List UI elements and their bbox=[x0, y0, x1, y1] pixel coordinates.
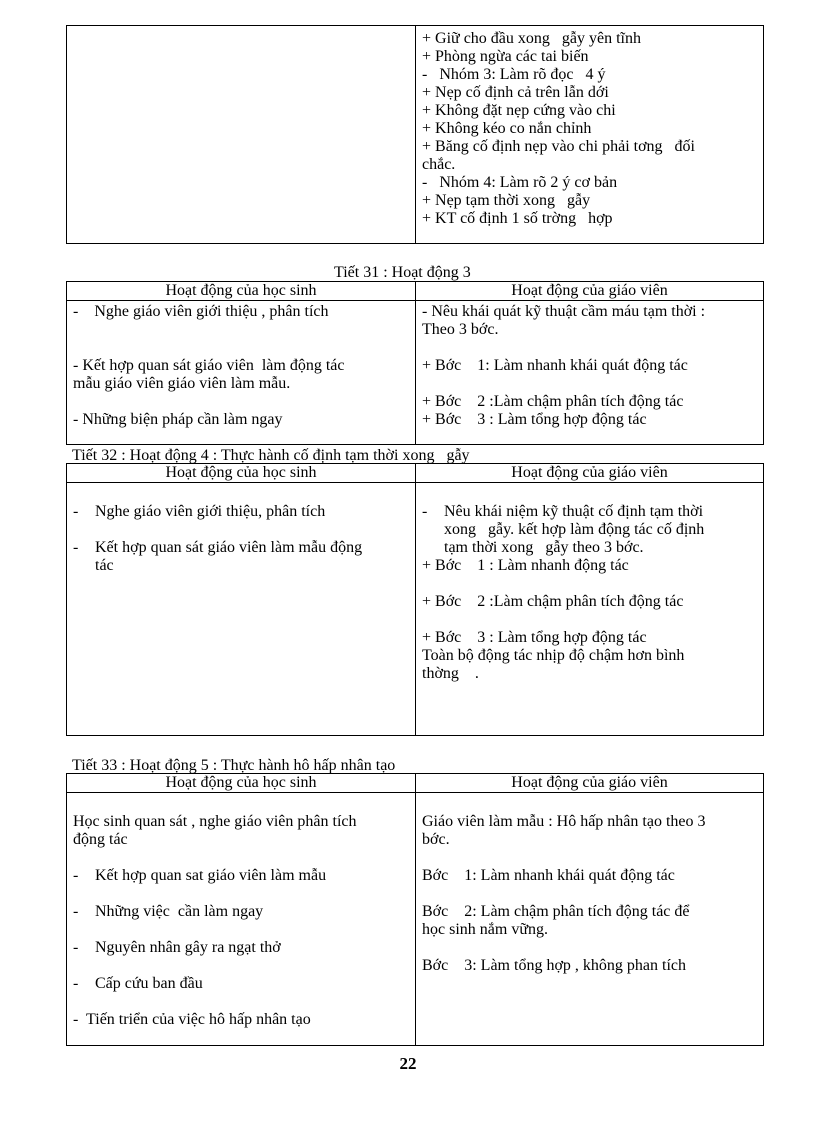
continued-table-line: + Không kéo co nắn chỉnh bbox=[422, 120, 592, 137]
student-line: - Cấp cứu ban đầu bbox=[73, 975, 203, 992]
continued-table-line: + Giữ cho đầu xong gẫy yên tĩnh bbox=[422, 30, 641, 47]
student-line-text: Những việc cần làm ngay bbox=[95, 903, 264, 920]
section-title-tiet-31: Tiết 31 : Hoạt động 3 bbox=[334, 264, 471, 281]
teacher-line: + Bớc 1 : Làm nhanh động tác bbox=[422, 557, 629, 574]
teacher-line: + Bớc 3 : Làm tổng hợp động tác bbox=[422, 411, 647, 428]
teacher-line: - Nêu khái niệm kỹ thuật cố định tạm thời bbox=[422, 503, 704, 520]
continued-table-line: + Băng cố định nẹp vào chi phải tơng đối bbox=[422, 138, 695, 155]
student-line-text: Nguyên nhân gây ra ngạt thở bbox=[95, 939, 281, 956]
student-activity-cell bbox=[67, 483, 416, 736]
continued-table-line: + Nẹp tạm thời xong gẫy bbox=[422, 192, 591, 209]
student-activity-cell bbox=[67, 793, 416, 1046]
teacher-line: + Bớc 2 :Làm chậm phân tích động tác bbox=[422, 393, 684, 410]
header-student-activity: Hoạt động của học sinh bbox=[67, 774, 416, 792]
student-line: - Tiến triển của việc hô hấp nhân tạo bbox=[73, 1011, 311, 1028]
teacher-line: xong gẫy. kết hợp làm động tác cố định bbox=[444, 521, 705, 538]
teacher-line: Giáo viên làm mẫu : Hô hấp nhân tạo theo 3 bbox=[422, 813, 706, 830]
page-number: 22 bbox=[399, 1054, 417, 1073]
table-header-row bbox=[67, 282, 763, 301]
teacher-activity-cell bbox=[416, 483, 763, 736]
table-tiet-33 bbox=[66, 773, 764, 1046]
continued-table-left-cell bbox=[67, 26, 416, 243]
continued-table bbox=[66, 25, 764, 244]
student-line: - Nghe giáo viên giới thiệu, phân tích bbox=[73, 503, 326, 520]
header-teacher-activity: Hoạt động của giáo viên bbox=[511, 464, 668, 481]
student-line: mẫu giáo viên giáo viên làm mẫu. bbox=[73, 375, 291, 392]
student-line: - Kết hợp quan sát giáo viên làm mẫu động bbox=[73, 539, 363, 556]
continued-table-line: - Nhóm 4: Làm rõ 2 ý cơ bản bbox=[422, 174, 618, 191]
continued-table-line: chắc. bbox=[422, 156, 456, 173]
student-line: - Kết hợp quan sat giáo viên làm mẫu bbox=[73, 867, 327, 884]
continued-table-line: + Nẹp cố định cả trên lẫn dới bbox=[422, 84, 609, 101]
header-student-activity: Hoạt động của học sinh bbox=[67, 282, 416, 300]
continued-table-line: + Phòng ngừa các tai biến bbox=[422, 48, 589, 65]
student-activity-cell bbox=[67, 301, 416, 445]
teacher-activity-cell bbox=[416, 793, 763, 1046]
teacher-activity-cell bbox=[416, 301, 763, 445]
teacher-line: Bớc 1: Làm nhanh khái quát động tác bbox=[422, 867, 675, 884]
continued-table-line: - Nhóm 3: Làm rõ đọc 4 ý bbox=[422, 66, 606, 83]
section-title-tiet-32: Tiết 32 : Hoạt động 4 : Thực hành cố định tạm thời xong gẫy bbox=[72, 447, 470, 464]
teacher-line: Toàn bộ động tác nhịp độ chậm hơn bình bbox=[422, 647, 685, 664]
header-teacher-activity: Hoạt động của giáo viên bbox=[511, 774, 668, 791]
table-header-row bbox=[67, 774, 763, 793]
teacher-line: + Bớc 2 :Làm chậm phân tích động tác bbox=[422, 593, 684, 610]
student-line: - Nguyên nhân gây ra ngạt thở bbox=[73, 939, 281, 956]
student-line: - Kết hợp quan sát giáo viên làm động tác bbox=[73, 357, 345, 374]
table-header-row bbox=[67, 464, 763, 483]
student-line: tác bbox=[95, 557, 114, 574]
teacher-line: tạm thời xong gẫy theo 3 bớc. bbox=[444, 539, 644, 556]
student-line-text: Nghe giáo viên giới thiệu, phân tích bbox=[95, 503, 326, 520]
continued-table-line: + KT cố định 1 số trờng hợp bbox=[422, 210, 613, 227]
continued-table-line: + Không đặt nẹp cứng vào chi bbox=[422, 102, 616, 119]
student-line: - Những việc cần làm ngay bbox=[73, 903, 264, 920]
teacher-line: - Nêu khái quát kỹ thuật cầm máu tạm thời : bbox=[422, 303, 706, 320]
teacher-line: thờng . bbox=[422, 665, 479, 682]
header-student-activity: Hoạt động của học sinh bbox=[67, 464, 416, 482]
student-line: - Những biện pháp cần làm ngay bbox=[73, 411, 283, 428]
teacher-line: Bớc 3: Làm tổng hợp , không phan tích bbox=[422, 957, 686, 974]
student-line: - Nghe giáo viên giới thiệu , phân tích bbox=[73, 303, 329, 320]
student-line: động tác bbox=[73, 831, 128, 848]
teacher-line-text: Nêu khái niệm kỹ thuật cố định tạm thời bbox=[444, 503, 704, 520]
section-title-tiet-33: Tiết 33 : Hoạt động 5 : Thực hành hô hấp nhân tạo bbox=[72, 757, 396, 774]
teacher-line: Bớc 2: Làm chậm phân tích động tác để bbox=[422, 903, 690, 920]
teacher-line: bớc. bbox=[422, 831, 450, 848]
table-tiet-32 bbox=[66, 463, 764, 736]
table-tiet-31 bbox=[66, 281, 764, 445]
teacher-line: Theo 3 bớc. bbox=[422, 321, 499, 338]
teacher-line: + Bớc 1: Làm nhanh khái quát động tác bbox=[422, 357, 688, 374]
student-line-text: Kết hợp quan sát giáo viên làm mẫu động bbox=[95, 539, 363, 556]
teacher-line: + Bớc 3 : Làm tổng hợp động tác bbox=[422, 629, 647, 646]
teacher-line: học sinh nắm vững. bbox=[422, 921, 548, 938]
header-teacher-activity: Hoạt động của giáo viên bbox=[511, 282, 668, 299]
student-line-text: Kết hợp quan sat giáo viên làm mẫu bbox=[95, 867, 327, 884]
continued-table-right-cell bbox=[416, 26, 763, 243]
student-line: Học sinh quan sát , nghe giáo viên phân tích bbox=[73, 813, 357, 830]
student-line-text: Cấp cứu ban đầu bbox=[95, 975, 203, 992]
